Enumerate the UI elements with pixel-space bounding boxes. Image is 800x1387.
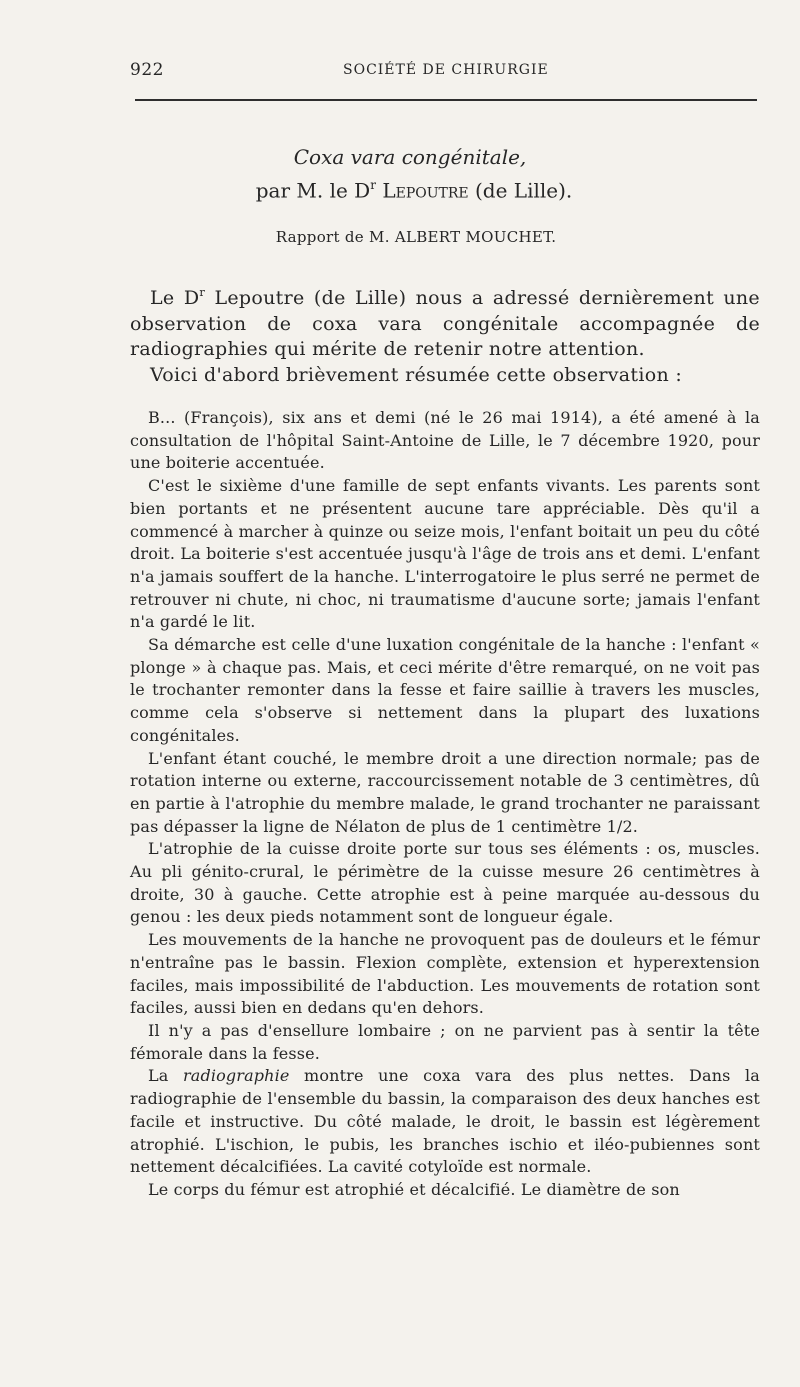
byline-superscript: r <box>370 178 376 192</box>
intro-lead: Le D <box>150 286 200 309</box>
observation-paragraph: C'est le sixième d'une famille de sept enfants vivants. Les parents sont bien portants et ne présentent aucune tare appréciable. Dès qu'il a commencé à marcher à quinze ou seize mois, l'enfant boitait un peu du côté droit. La boiterie s'est accentuée jusqu'à l'âge de trois ans et demi. L'enfant n'a jamais souffert de la hanche. L'interrogatoire le plus serré ne permet de retrouver ni chute, ni choc, ni traumatisme d'aucune sorte; jamais l'enfant n'a gardé le lit. <box>130 476 760 632</box>
article-byline <box>0 178 800 202</box>
observation-paragraph: Sa démarche est celle d'une luxation congénitale de la hanche : l'enfant « plonge » à chaque pas. Mais, et ceci mérite d'être remarqué, on ne voit pas le trochanter remonter dans la fesse et faire saillie à travers les muscles, comme cela s'observe si nettement dans la plupart des luxations congénitales. <box>130 635 760 745</box>
observation-paragraph: Les mouvements de la hanche ne provoquent pas de douleurs et le fémur n'entraîne pas le bassin. Flexion complète, extension et hyperextension faciles, mais impossibilité de l'abduction. Les mouvements de rotation sont faciles, aussi bien en dedans qu'en dehors. <box>130 930 760 1018</box>
intro-superscript: r <box>199 285 206 299</box>
radiography-term: radiographie <box>182 1066 290 1086</box>
intro-paragraph <box>130 280 760 363</box>
journal-name: SOCIÉTÉ DE CHIRURGIE <box>343 62 549 78</box>
radiography-lead: La <box>148 1066 183 1086</box>
byline-prefix: par M. le D <box>255 178 371 203</box>
observation-paragraph: Le corps du fémur est atrophié et décalcifié. Le diamètre de son <box>148 1179 680 1199</box>
radiography-rest: montre une coxa vara des plus nettes. Dans la radiographie de l'ensemble du bassin, la comparaison des deux hanches est facile et instructive. Du côté malade, le droit, le bassin est légèrement atrophié. L'ischion, le pubis, les branches ischio et iléo-pubiennes sont nettement décalcifiées. La cavité cotyloïde est normale. <box>130 1066 760 1177</box>
header-rule <box>135 99 757 101</box>
intro-section <box>130 280 760 388</box>
byline-author: Lepoutre <box>382 178 469 203</box>
reporter-line: Rapport de M. ALBERT MOUCHET. <box>275 228 557 246</box>
running-head <box>130 60 757 84</box>
observation-paragraph: Il n'y a pas d'ensellure lombaire ; on ne parvient pas à sentir la tête fémorale dans la fesse. <box>130 1020 760 1063</box>
intro-paragraph: Voici d'abord brièvement résumée cette observation : <box>150 363 683 386</box>
observation-section <box>130 407 760 1202</box>
radiography-paragraph <box>130 1065 760 1179</box>
observation-paragraph: L'enfant étant couché, le membre droit a une direction normale; pas de rotation interne ou externe, raccourcissement notable de 3 centimètres, dû en partie à l'atrophie du membre malade, le grand trochanter ne paraissant pas dépasser la ligne de Nélaton de plus de 1 centimètre 1/2. <box>130 748 760 836</box>
article-title: Coxa vara congénitale, <box>293 145 527 169</box>
observation-paragraph: L'atrophie de la cuisse droite porte sur tous ses éléments : os, muscles. Au pli génito-crural, le périmètre de la cuisse mesure 26 centimètres à droite, 30 à gauche. Cette atrophie est à peine marquée au-dessous du genou : les deux pieds notamment sont de longueur égale. <box>130 839 760 927</box>
page-number: 922 <box>130 60 164 80</box>
observation-paragraph: B... (François), six ans et demi (né le 26 mai 1914), a été amené à la consultation de l'hôpital Saint-Antoine de Lille, le 7 décembre 1920, pour une boiterie accentuée. <box>130 408 760 473</box>
byline-suffix: (de Lille). <box>468 178 573 203</box>
intro-rest: Lepoutre (de Lille) nous a adressé dernièrement une observation de coxa vara congénitale accompagnée de radiographies qui mérite de retenir notre attention. <box>130 286 760 361</box>
